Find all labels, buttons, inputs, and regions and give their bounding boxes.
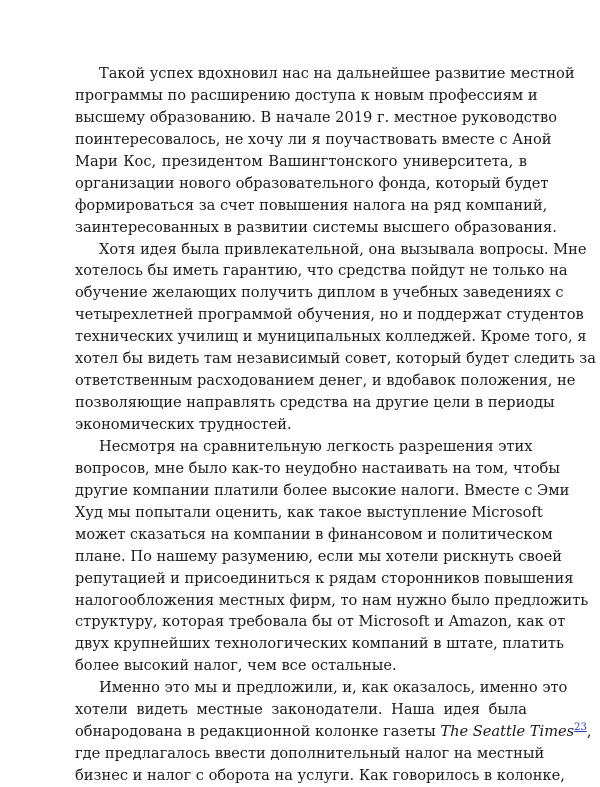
text-line: позволяющие направлять средства на другие цели в периоды [75,394,555,412]
paragraph [75,63,575,239]
text-line: хотели видеть местные законодатели. Наша идея была [75,701,527,719]
text-line: хотел бы видеть там независимый совет, который будет следить за [75,350,596,368]
text-line: экономических трудностей. [75,416,292,433]
text-segment: обнародована в редакционной колонке газеты [75,723,441,741]
document-page [75,63,596,787]
text-line: поинтересовалось, не хочу ли я поучаствовать вместе с Аной [75,130,552,148]
text-line: бизнес и налог с оборота на услуги. Как говорилось в колонке, [75,767,565,784]
text-line: репутацией и присоединиться к рядам сторонников повышения [75,569,574,587]
text-line: более высокий налог, чем все остальные. [75,657,397,675]
text-line: четырехлетней программой обучения, но и поддержат студентов [75,306,584,324]
text-line: формироваться за счет повышения налога на ряд компаний, [75,196,548,214]
paragraph [75,436,589,677]
text-line: организации нового образовательного фонда, который будет [75,174,549,192]
text-line: обучение желающих получить диплом в учебных заведениях с [75,284,564,302]
text-line: двух крупнейших технологических компаний в штате, платить [75,635,564,653]
text-line: Мари Кос, президентом Вашингтонского университета, в [75,152,527,170]
text-line: высшему образованию. В начале 2019 г. местное руководство [75,108,557,126]
paragraph [75,239,596,436]
text-line: заинтересованных в развитии системы высшего образования. [75,218,557,236]
text-line: Хотя идея была привлекательной, она вызывала вопросы. Мне [99,240,587,258]
text-segment: , [586,723,592,741]
text-line: плане. По нашему разумению, если мы хотели рискнуть своей [75,547,563,565]
text-line: может сказаться на компании в финансовом и политическом [75,525,553,543]
text-line: вопросов, мне было как-то неудобно настаивать на том, чтобы [75,459,560,477]
text-line: Худ мы попытали оценить, как такое выступление Microsoft [75,503,543,521]
text-line: хотелось бы иметь гарантию, что средства пойдут не только на [75,262,568,280]
text-line: Именно это мы и предложили, и, как оказалось, именно это [99,679,568,697]
text-line: структуру, которая требовала бы от Microsoft и Amazon, как от [75,613,566,631]
text-line: налогообложения местных фирм, то нам нужно было предложить [75,591,589,609]
italic-title: The Seattle Times [440,723,575,741]
footnote-link[interactable]: 23 [574,722,587,734]
text-line: ответственным расходованием денег, и вдобавок положения, не [75,372,576,390]
text-line: Несмотря на сравнительную легкость разрешения этих [99,437,533,455]
text-line: где предлагалось ввести дополнительный налог на местный [75,745,545,763]
text-line: Такой успех вдохновил нас на дальнейшее развитие местной [99,65,575,82]
text-line: другие компании платили более высокие налоги. Вместе с Эми [75,481,570,499]
paragraph [75,677,592,787]
text-line: программы по расширению доступа к новым профессиям и [75,86,538,104]
text-line [75,721,592,743]
text-line: технических училищ и муниципальных колледжей. Кроме того, я [75,328,587,346]
